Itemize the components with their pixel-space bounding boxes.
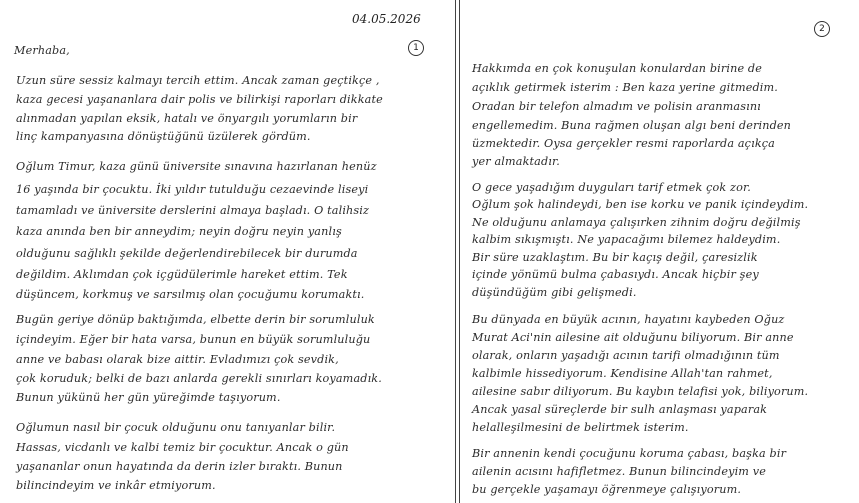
letter-greeting: Merhaba,	[14, 44, 70, 57]
text-line: içinde yönümü bulma çabasıydı. Ancak hiçbir şey	[472, 268, 759, 281]
text-line: olduğunu sağlıklı şekilde değerlendirebilecek bir durumda	[16, 247, 358, 260]
text-line: Bu dünyada en büyük acının, hayatını kaybeden Oğuz	[472, 313, 785, 326]
text-line: O gece yaşadığım duyguları tarif etmek çok zor.	[472, 181, 751, 194]
text-line: açıklık getirmek isterim : Ben kaza yerine gitmedim.	[472, 81, 778, 94]
text-line: kalbim sıkışmıştı. Ne yapacağımı bilemez haldeydim.	[472, 233, 781, 246]
text-line: bu gerçekle yaşamayı öğrenmeye çalışıyorum.	[472, 483, 742, 496]
text-line: üzmektedir. Oysa gerçekler resmi raporlarda açıkça	[472, 137, 775, 150]
text-line: Murat Aci'nin ailesine ait olduğunu biliyorum. Bir anne	[472, 331, 794, 344]
text-line: Ne olduğunu anlamaya çalışırken zihnim doğru değilmiş	[472, 216, 801, 229]
text-line: yer almaktadır.	[472, 155, 560, 168]
text-line: Oradan bir telefon almadım ve polisin aranmasını	[472, 100, 761, 113]
text-line: alınmadan yapılan eksik, hatalı ve önyargılı yorumların bir	[16, 112, 358, 125]
text-line: kaza gecesi yaşananlara dair polis ve bilirkişi raporları dikkate	[16, 93, 383, 106]
text-line: Oğlumun nasıl bir çocuk olduğunu onu tanıyanlar bilir.	[16, 421, 336, 434]
text-line: Bir annenin kendi çocuğunu koruma çabası, başka bir	[472, 447, 787, 460]
text-line: yaşananlar onun hayatında da derin izler bıraktı. Bunun	[16, 460, 343, 473]
text-line: Bugün geriye dönüp baktığımda, elbette derin bir sorumluluk	[16, 313, 375, 326]
text-line: Bunun yükünü her gün yüreğimde taşıyorum.	[16, 391, 281, 404]
text-line: Uzun süre sessiz kalmayı tercih ettim. Ancak zaman geçtikçe ,	[16, 74, 380, 87]
text-line: Ancak yasal süreçlerde bir sulh anlaşması yaparak	[472, 403, 768, 416]
text-line: düşüncem, korkmuş ve sarsılmış olan çocuğumu korumaktı.	[16, 288, 365, 301]
text-line: olarak, onların yaşadığı acının tarifi olmadığının tüm	[472, 349, 780, 362]
page-number-2: 2	[814, 21, 830, 37]
text-line: düşündüğüm gibi gelişmedi.	[472, 286, 637, 299]
text-line: engellemedim. Buna rağmen oluşan algı beni derinden	[472, 119, 792, 132]
text-line: ailenin acısını hafifletmez. Bunun bilincindeyim ve	[472, 465, 767, 478]
text-line: Hassas, vicdanlı ve kalbi temiz bir çocuktur. Ancak o gün	[16, 441, 349, 454]
text-line: bilincindeyim ve inkâr etmiyorum.	[16, 479, 216, 492]
text-line: kaza anında ben bir anneydim; neyin doğru neyin yanlış	[16, 225, 342, 238]
text-line: ailesine sabır diliyorum. Bu kaybın telafisi yok, biliyorum.	[472, 385, 809, 398]
letter-page-2	[459, 0, 859, 503]
text-line: linç kampanyasına dönüştüğünü üzülerek gördüm.	[16, 130, 311, 143]
text-line: Bir süre uzaklaştım. Bu bir kaçış değil, çaresizlik	[472, 251, 758, 264]
text-line: 16 yaşında bir çocuktu. İki yıldır tutulduğu cezaevinde liseyi	[16, 183, 369, 196]
text-line: içindeyim. Eğer bir hata varsa, bunun en büyük sorumluluğu	[16, 333, 371, 346]
text-line: helalleşilmesini de belirtmek isterim.	[472, 421, 689, 434]
text-line: çok koruduk; belki de bazı anlarda gerekli sınırları koyamadık.	[16, 372, 382, 385]
text-line: Hakkımda en çok konuşulan konulardan birine de	[472, 62, 763, 75]
text-line: Oğlum şok halindeydi, ben ise korku ve panik içindeydim.	[472, 198, 809, 211]
text-line: Oğlum Timur, kaza günü üniversite sınavına hazırlanan henüz	[16, 160, 377, 173]
page-number-1: 1	[408, 40, 424, 56]
letter-date: 04.05.2026	[352, 12, 421, 26]
text-line: değildim. Aklımdan çok içgüdülerimle hareket ettim. Tek	[16, 268, 348, 281]
text-line: anne ve babası olarak bize aittir. Evladımızı çok sevdik,	[16, 353, 339, 366]
text-line: kalbimle hissediyorum. Kendisine Allah'tan rahmet,	[472, 367, 773, 380]
text-line: tamamladı ve üniversite derslerini almaya başladı. O talihsiz	[16, 204, 370, 217]
